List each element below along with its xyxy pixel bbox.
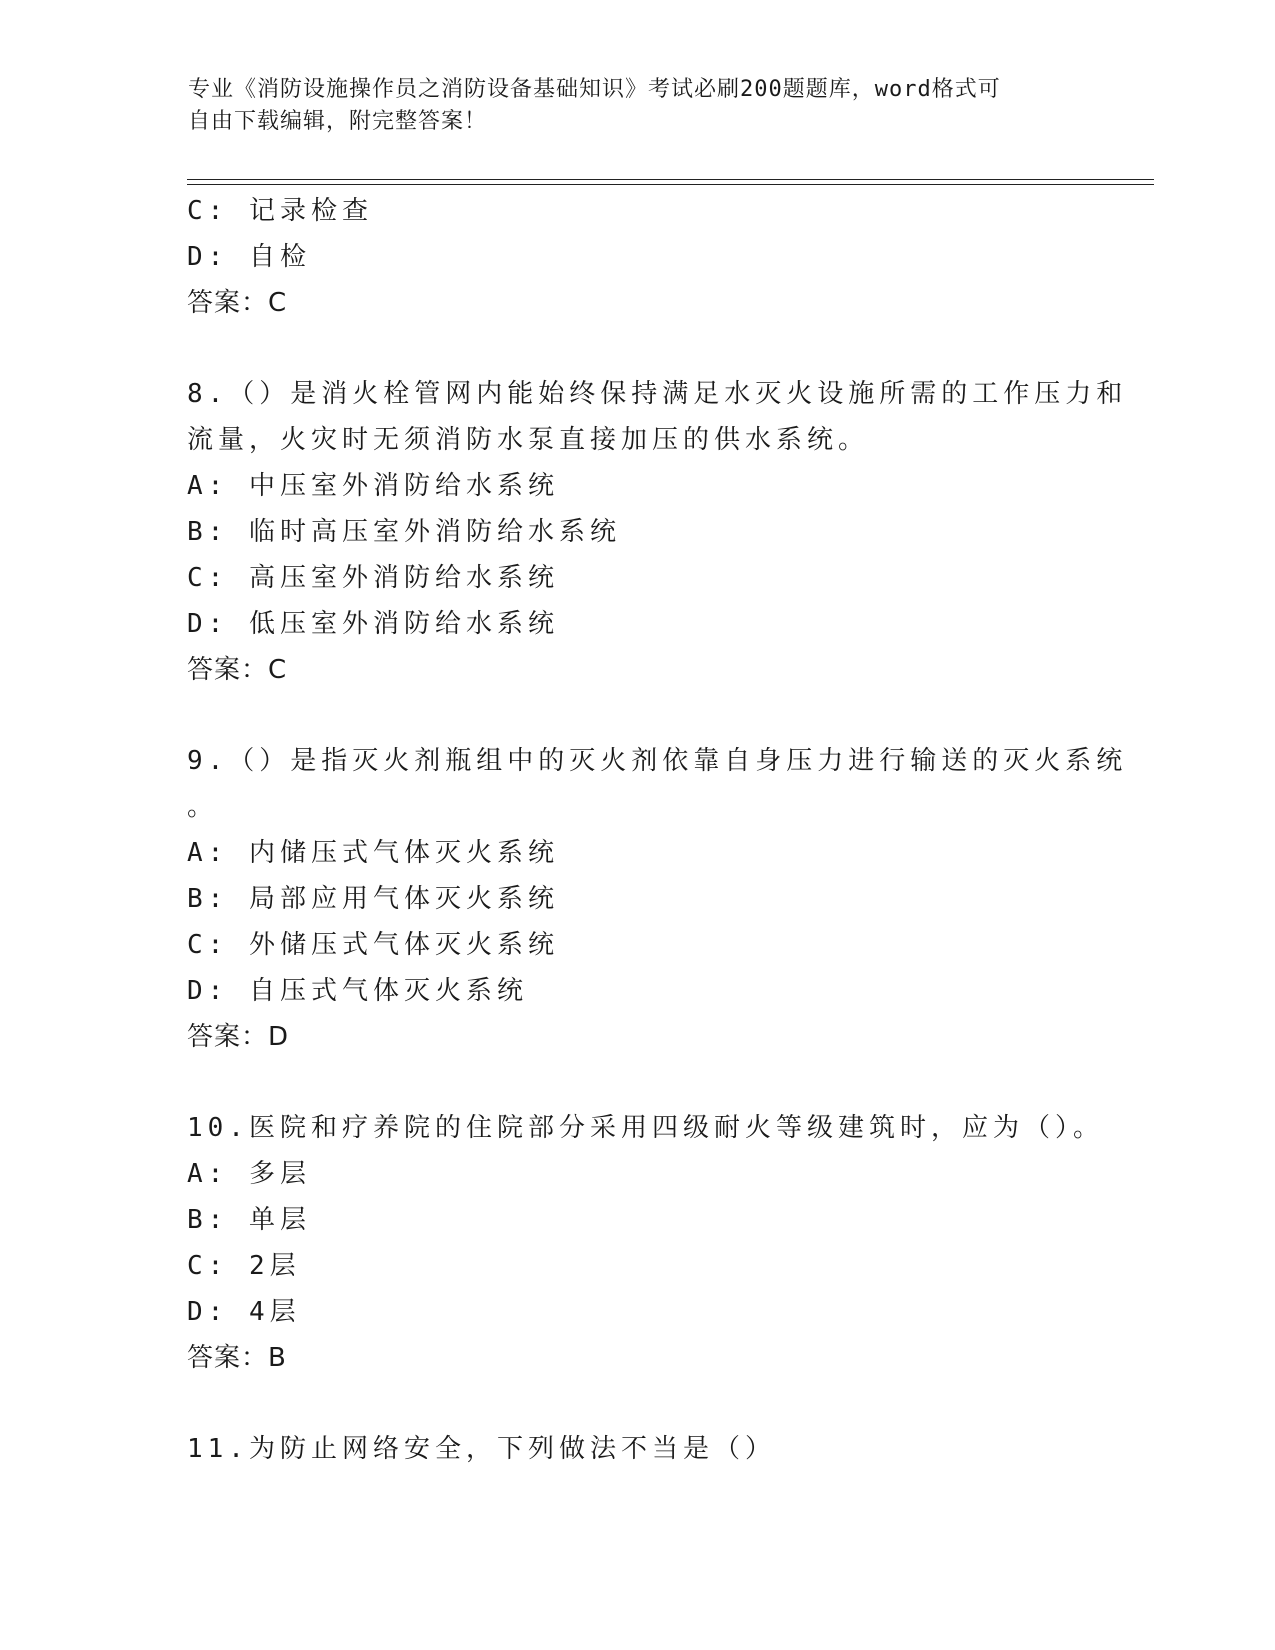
option-d: D: 自压式气体灭火系统 bbox=[187, 976, 528, 1006]
option-b: B: 单层 bbox=[187, 1205, 311, 1235]
option-b: B: 临时高压室外消防给水系统 bbox=[187, 517, 621, 547]
question-10 bbox=[187, 1105, 1104, 1381]
spacer bbox=[187, 1381, 1067, 1426]
spacer bbox=[187, 326, 1067, 371]
question-stem: 8.（）是消火栓管网内能始终保持满足水灭火设施所需的工作压力和 bbox=[187, 379, 1128, 409]
option-d: D: 低压室外消防给水系统 bbox=[187, 609, 559, 639]
answer: 答案：D bbox=[187, 1022, 290, 1052]
header-line-1: 专业《消防设施操作员之消防设备基础知识》考试必刷200题题库，word格式可 bbox=[188, 77, 1001, 102]
answer: 答案：C bbox=[187, 655, 288, 685]
option-d: D: 自检 bbox=[187, 242, 311, 272]
header-line-2: 自由下载编辑，附完整答案！ bbox=[188, 109, 488, 134]
option-a: A: 中压室外消防给水系统 bbox=[187, 471, 559, 501]
question-7-tail bbox=[187, 188, 1067, 326]
question-11 bbox=[187, 1426, 1067, 1472]
option-c: C: 高压室外消防给水系统 bbox=[187, 563, 559, 593]
question-9 bbox=[187, 738, 1128, 1060]
document-header bbox=[188, 74, 1068, 138]
answer: 答案：B bbox=[187, 1343, 287, 1373]
option-a: A: 内储压式气体灭火系统 bbox=[187, 838, 559, 868]
spacer bbox=[187, 693, 1067, 738]
question-stem: 11.为防止网络安全，下列做法不当是（） bbox=[187, 1434, 776, 1464]
option-c: C: 记录检查 bbox=[187, 196, 373, 226]
question-list bbox=[187, 188, 1128, 1472]
answer: 答案：C bbox=[187, 288, 288, 318]
question-stem: 9.（）是指灭火剂瓶组中的灭火剂依靠自身压力进行输送的灭火系统 bbox=[187, 746, 1128, 776]
question-stem: 10.医院和疗养院的住院部分采用四级耐火等级建筑时，应为（）。 bbox=[187, 1113, 1104, 1143]
option-a: A: 多层 bbox=[187, 1159, 311, 1189]
option-c: C: 外储压式气体灭火系统 bbox=[187, 930, 559, 960]
header-divider-bottom bbox=[187, 184, 1154, 185]
option-d: D: 4层 bbox=[187, 1297, 301, 1327]
option-b: B: 局部应用气体灭火系统 bbox=[187, 884, 559, 914]
question-stem-cont: 流量，火灾时无须消防水泵直接加压的供水系统。 bbox=[187, 425, 870, 455]
question-8 bbox=[187, 371, 1128, 693]
header-divider-top bbox=[187, 179, 1154, 180]
question-stem-cont: 。 bbox=[187, 792, 219, 822]
spacer bbox=[187, 1060, 1067, 1105]
option-c: C: 2层 bbox=[187, 1251, 301, 1281]
